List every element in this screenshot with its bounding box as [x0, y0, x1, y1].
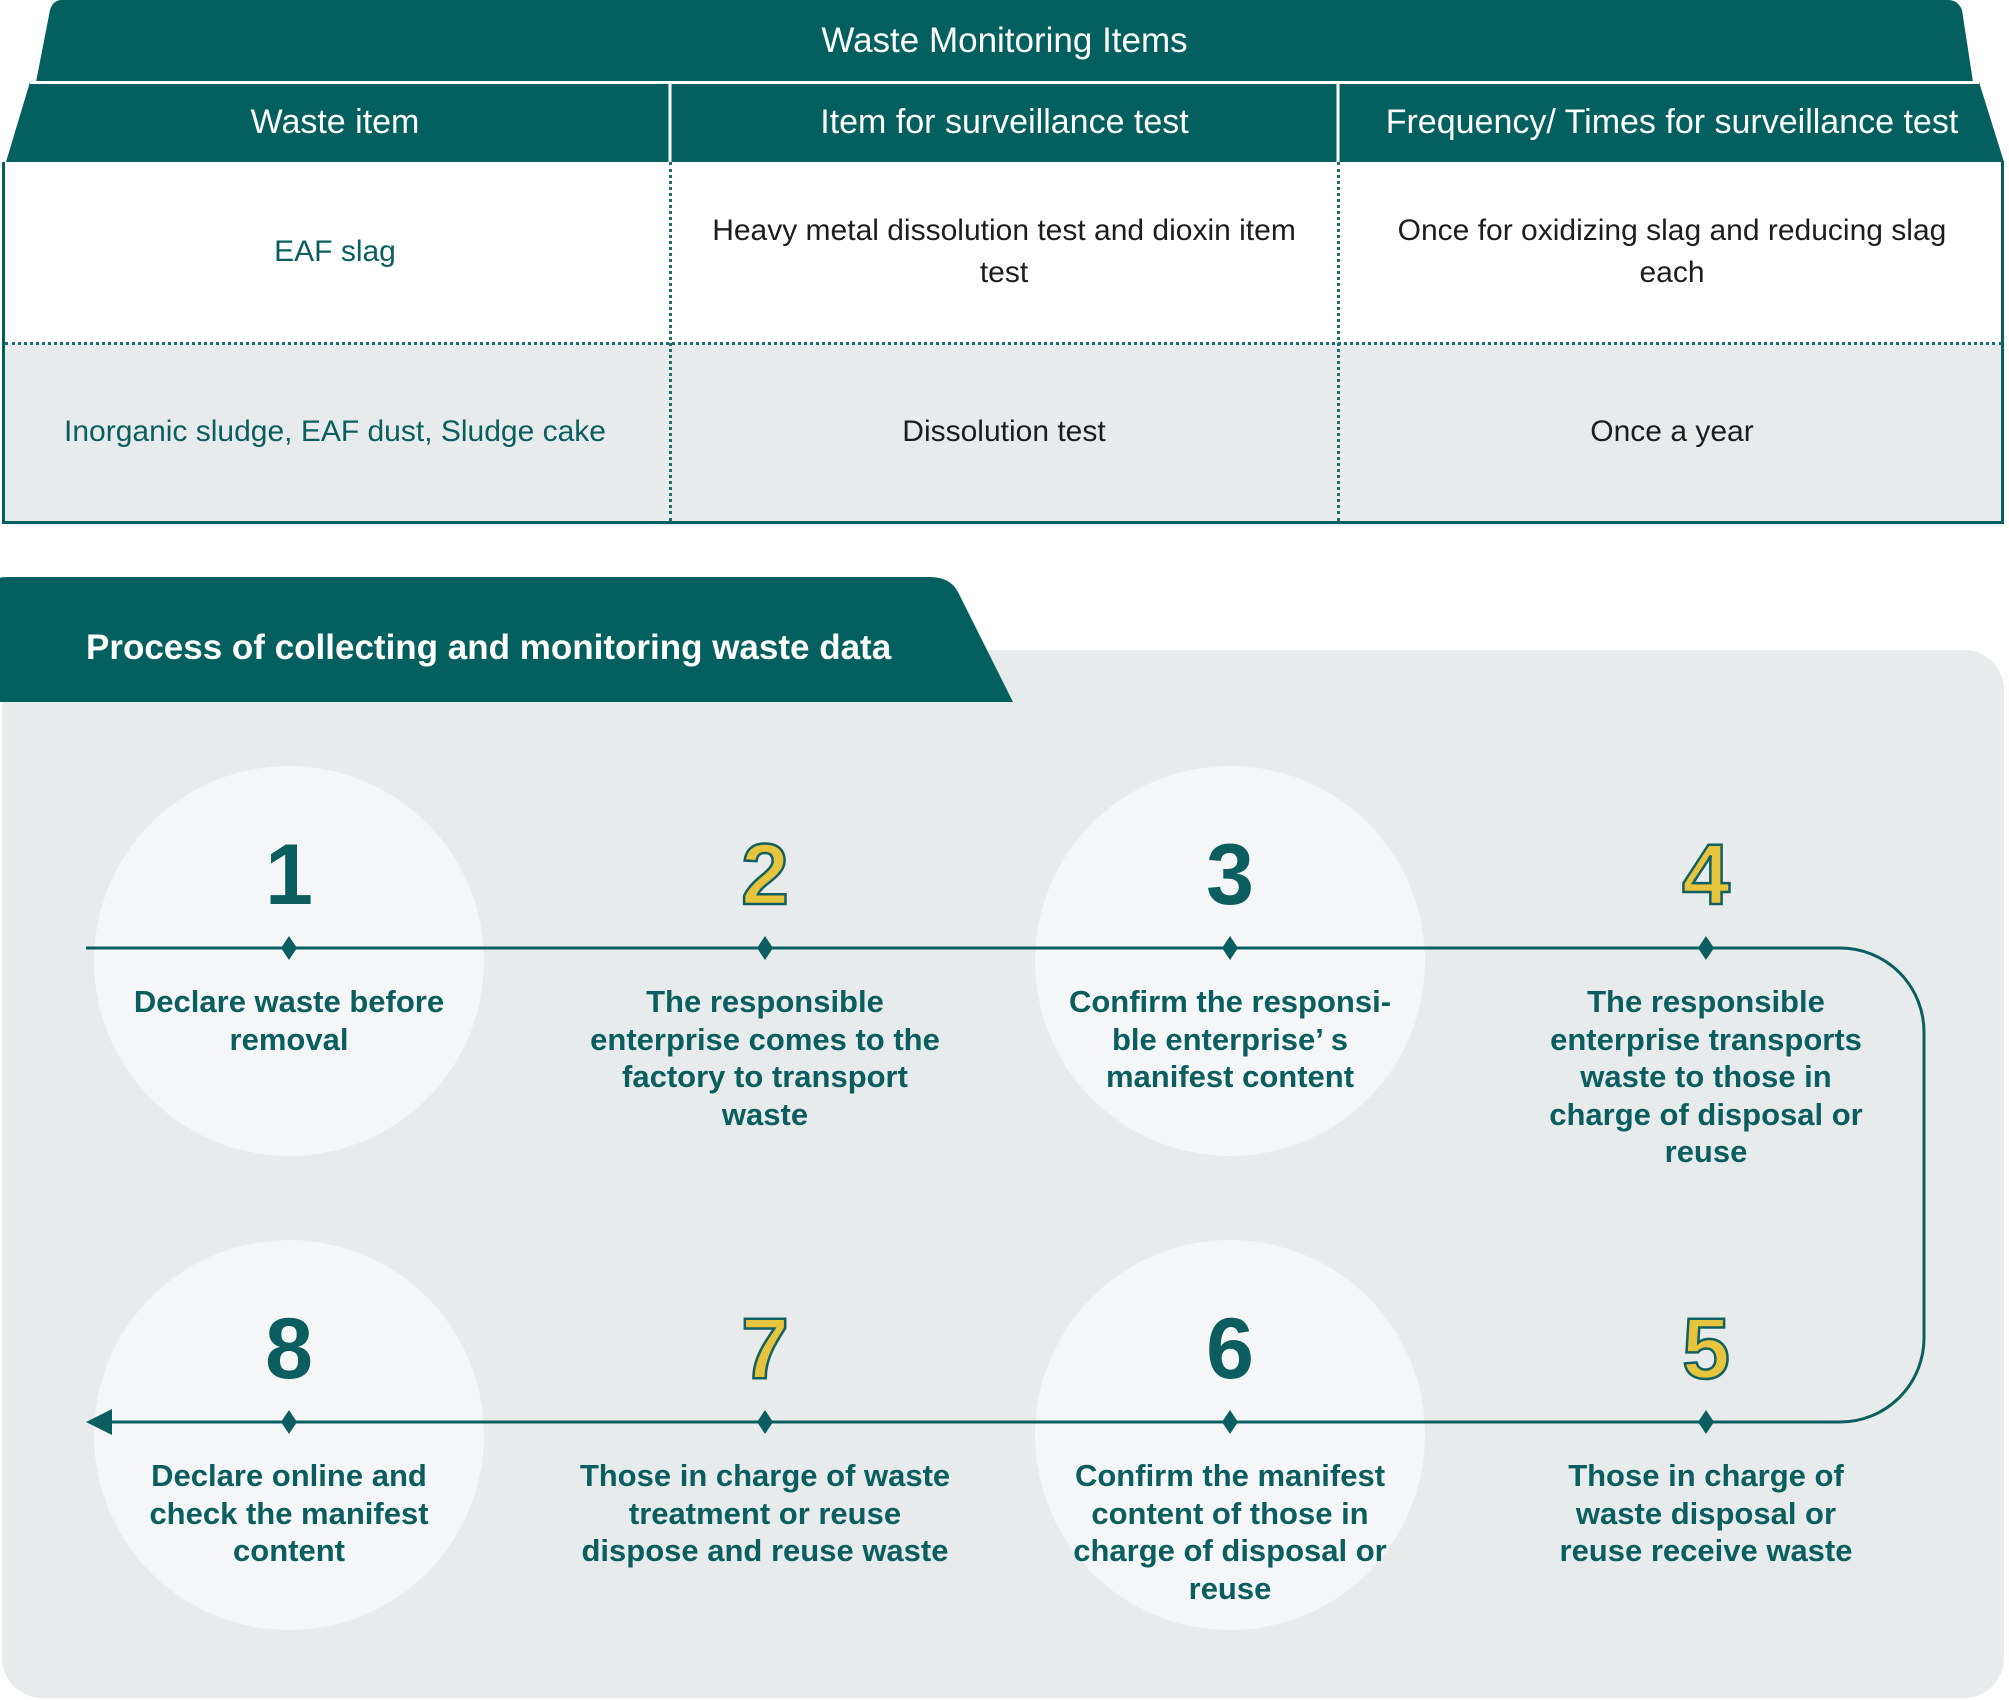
step-6-label: Confirm the manifest content of those in charge of disposal or reuse [1073, 1458, 1387, 1606]
step-6-node [1222, 1410, 1238, 1434]
flow-arrow-head [86, 1409, 112, 1435]
step-8-number: 8 [265, 1301, 313, 1397]
column-header-test-item: Item for surveillance test [820, 103, 1189, 141]
step-3-label: Confirm the responsi-ble enterprise’ s manifest content [1068, 984, 1392, 1094]
step-6-number: 6 [1206, 1301, 1254, 1397]
step-5-number: 5 [1682, 1301, 1730, 1397]
table-row-2-frequency: Once a year [1590, 415, 1754, 448]
step-4-number: 4 [1682, 827, 1730, 923]
step-2-number: 2 [741, 827, 789, 923]
step-1-node [281, 936, 297, 960]
step-7-number: 7 [741, 1301, 789, 1397]
step-2-node [757, 936, 773, 960]
step-7-node [757, 1410, 773, 1434]
step-1-label: Declare waste before removal [133, 984, 445, 1057]
step-3-node [1222, 936, 1238, 960]
table-row-2-waste-item: Inorganic sludge, EAF dust, Sludge cake [64, 415, 606, 448]
table-row-1-waste-item: EAF slag [274, 235, 396, 268]
table-row-2-test-item: Dissolution test [902, 415, 1106, 448]
table-row-1-test-item: Heavy metal dissolution test and dioxin item test [712, 214, 1296, 289]
column-header-frequency: Frequency/ Times for surveillance test [1385, 103, 1959, 141]
step-5-label: Those in charge of waste disposal or reuse receive waste [1559, 1458, 1853, 1568]
step-7-label: Those in charge of waste treatment or reuse dispose and reuse waste [579, 1458, 951, 1568]
step-3-number: 3 [1206, 827, 1254, 923]
step-8-label: Declare online and check the manifest content [149, 1458, 429, 1568]
step-5-node [1698, 1410, 1714, 1434]
table-title: Waste Monitoring Items [821, 21, 1188, 60]
process-title: Process of collecting and monitoring waste data [86, 628, 892, 667]
step-1-number: 1 [265, 827, 313, 923]
step-4-node [1698, 936, 1714, 960]
step-8-node [281, 1410, 297, 1434]
step-4-label: The responsible enterprise transports waste to those in charge of disposal or reuse [1549, 984, 1863, 1169]
column-header-waste-item: Waste item [250, 103, 420, 141]
table-row-1-frequency: Once for oxidizing slag and reducing slag each [1397, 214, 1947, 289]
step-2-label: The responsible enterprise comes to the factory to transport waste [590, 984, 940, 1132]
